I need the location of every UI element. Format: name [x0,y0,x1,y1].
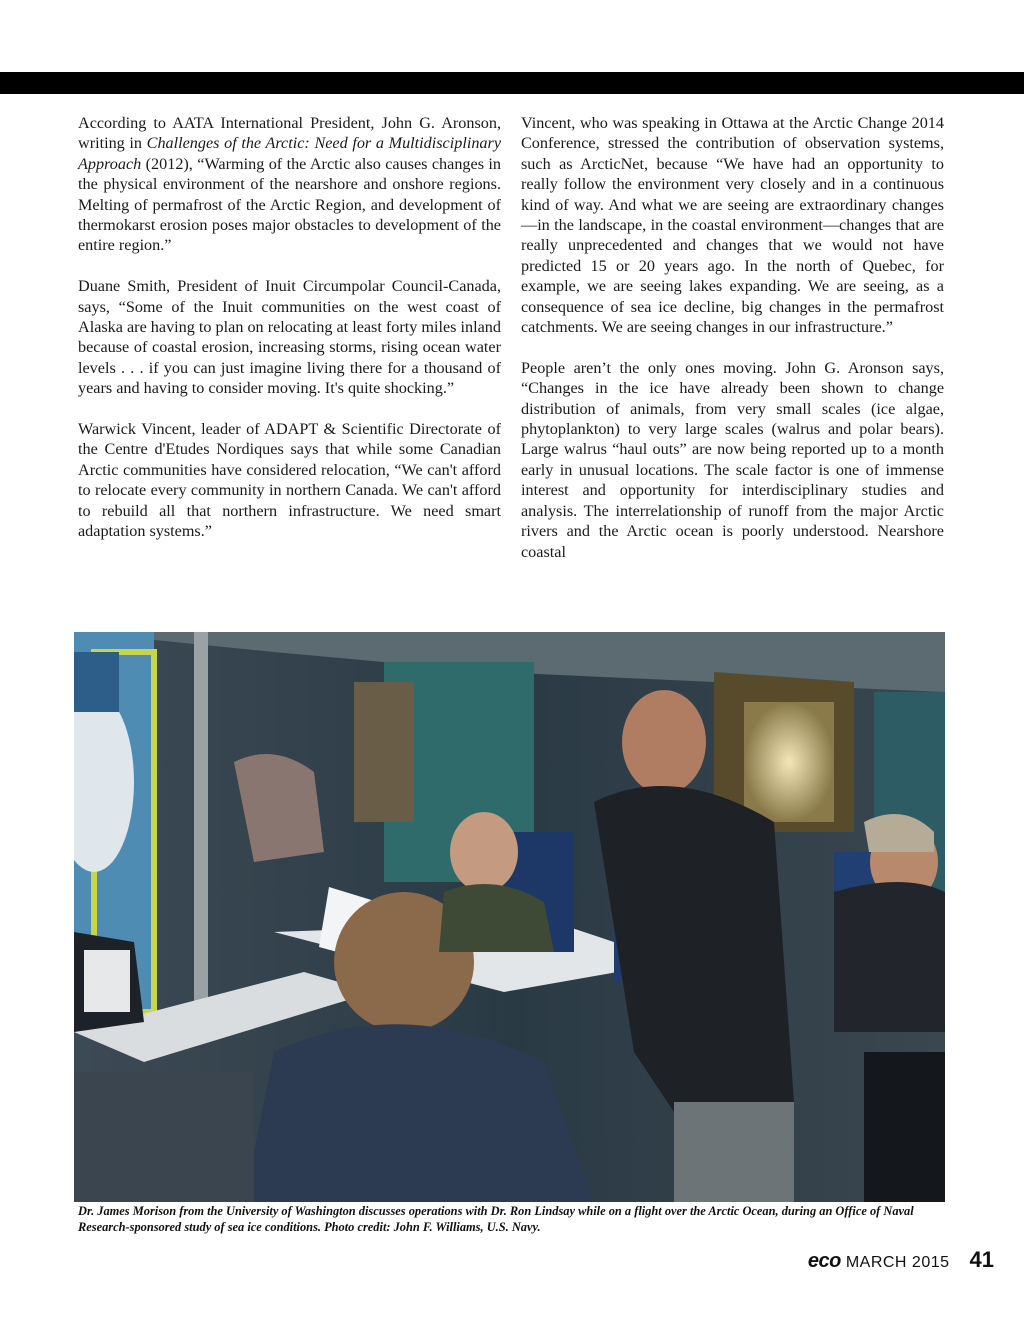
article-column-left [78,113,501,542]
magazine-logo: eco [807,1250,841,1272]
article-column-right [521,113,944,562]
book-title: Challenges of the Arctic: Need for a Multidisciplinary Approach [78,134,502,173]
page-number: 41 [969,1247,994,1272]
issue-date: MARCH 2015 [845,1254,950,1271]
paragraph-vincent-quote: Vincent, who was speaking in Ottawa at the Arctic Change 2014 Conference, stressed the contribution of observation systems, such as ArcticNet, because “We have had an opportunity to really follow the environment very closely and in a continuous kind of way. And what we are seeing are extraordinary changes—in the landscape, in the coastal environment—changes that are really unprecedented and changes that we would not have predicted 15 or 20 years ago. In the north of Quebec, for example, we are seeing lakes expanding. We are seeing, as a consequence of sea ice decline, big changes in the permafrost catchments. We are seeing changes in our infrastructure.” [521,114,944,337]
paragraph-vincent: Warwick Vincent, leader of ADAPT & Scientific Directorate of the Centre d'Etudes Nordiques says that while some Canadian Arctic communities have considered relocation, “We can't afford to relocate every community in northern Canada. We can't afford to rebuild all that northern infrastructure. We need smart adaptation systems.” [78,420,501,541]
paragraph-smith: Duane Smith, President of Inuit Circumpolar Council-Canada, says, “Some of the Inuit communities on the west coast of Alaska are having to plan on relocating at least forty miles inland because of coastal erosion, increasing storms, rising ocean water levels . . . if you can just imagine living there for a thousand of years and having to consider moving. It's quite shocking.” [78,277,501,398]
paragraph-aronson: According to AATA International President, John G. Aronson, writing in Challenges of the Arctic: Need for a Multidisciplinary Approach (2012), “Warming of the Arctic also causes changes in the physical environment of the nearshore and onshore regions. Melting of permafrost of the Arctic Region, and development of thermokarst erosion poses major obstacles to development of the entire region.” [78,114,502,255]
page-footer [808,1247,994,1273]
header-bar [0,72,1024,94]
paragraph-animals: People aren’t the only ones moving. John G. Aronson says, “Changes in the ice have already been shown to change distribution of animals, from very small scales (ice algae, phytoplankton) to very large scales (walrus and polar bears). Large walrus “haul outs” are now being reported up to a month early in unusual locations. The scale factor is one of immense interest and opportunity for interdisciplinary studies and analysis. The interrelationship of runoff from the major Arctic rivers and the Arctic ocean is poorly understood. Nearshore coastal [521,358,944,561]
aircraft-cabin-photo [74,632,945,1202]
photo-caption: Dr. James Morison from the University of Washington discusses operations with Dr. Ron Lindsay while on a flight over the Arctic Ocean, during an Office of Naval Research-sponsored study of sea ice conditions. Photo credit: John F. Williams, U.S. Navy. [78,1204,914,1234]
